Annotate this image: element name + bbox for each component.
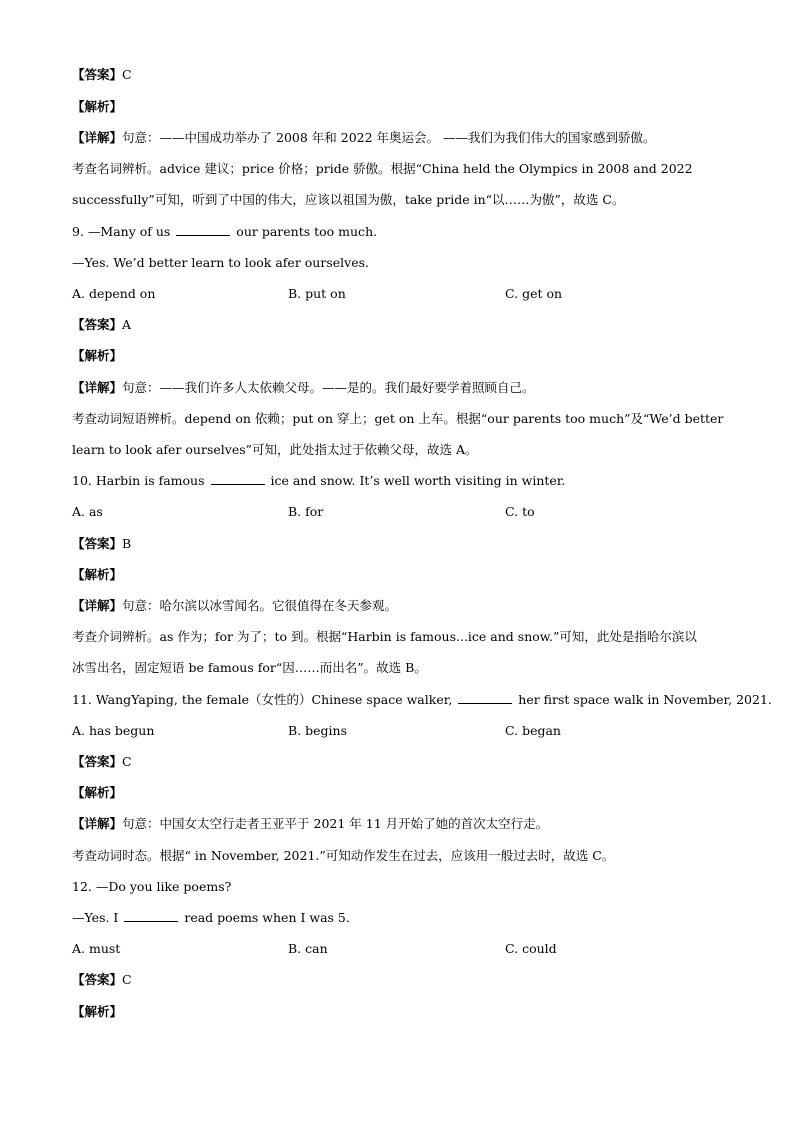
option-b: B. put on	[288, 286, 346, 301]
analysis-label: 【解析】	[72, 99, 123, 114]
detail-line	[72, 815, 548, 833]
analysis-line	[72, 98, 122, 116]
option-c: C. began	[505, 723, 561, 738]
answer-blank	[211, 473, 265, 485]
stem-text: our parents too much.	[236, 224, 378, 239]
dialogue-reply: —Yes. We’d better learn to look afer ourselves.	[72, 255, 369, 270]
detail-label: 【详解】	[72, 130, 123, 145]
detail-text: 句意：——我们许多人太依赖父母。——是的。我们最好要学着照顾自己。	[122, 380, 535, 395]
option-c: C. could	[505, 941, 557, 956]
answer-label: 【答案】	[72, 536, 123, 551]
answer-line	[72, 535, 131, 553]
answer-value: C	[122, 754, 132, 769]
answer-label: 【答案】	[72, 67, 123, 82]
answer-blank	[176, 224, 230, 236]
answer-line	[72, 971, 132, 989]
detail-text: 句意：——中国成功举办了 2008 年和 2022 年奥运会。 ——我们为我们伟大的国家感到骄傲。	[122, 130, 656, 145]
answer-value: C	[122, 67, 132, 82]
stem-text: —Yes. I	[72, 910, 119, 925]
question-stem: 12. —Do you like poems?	[72, 879, 232, 894]
detail-text: 冰雪出名，固定短语 be famous for“因……而出名”。故选 B。	[72, 660, 427, 675]
detail-text: 考查动词时态。根据“ in November, 2021.”可知动作发生在过去，应该用一般过去时，故选 C。	[72, 848, 615, 863]
detail-text: learn to look afer ourselves”可知，此处指太过于依赖父母，故选 A。	[72, 442, 478, 457]
analysis-line	[72, 566, 122, 584]
option-b: B. begins	[288, 723, 347, 738]
question-stem	[72, 691, 772, 709]
option-b: B. for	[288, 504, 324, 519]
detail-text: successfully”可知，听到了中国的伟大，应该以祖国为傲，take pride in“以……为傲”，故选 C。	[72, 192, 625, 207]
option-c: C. get on	[505, 286, 563, 301]
stem-text: 11. WangYaping, the female（女性的）Chinese space walker,	[72, 692, 453, 707]
option-a: A. depend on	[72, 286, 156, 301]
option-b: B. can	[288, 941, 328, 956]
question-stem	[72, 223, 377, 241]
detail-label: 【详解】	[72, 816, 123, 831]
answer-line	[72, 753, 132, 771]
answer-blank	[458, 692, 512, 704]
answer-blank	[124, 910, 178, 922]
detail-label: 【详解】	[72, 598, 123, 613]
detail-text: 句意：哈尔滨以冰雪闻名。它很值得在冬天参观。	[122, 598, 398, 613]
answer-value: C	[122, 972, 132, 987]
option-c: C. to	[505, 504, 535, 519]
answer-label: 【答案】	[72, 754, 123, 769]
stem-text: ice and snow. It’s well worth visiting in winter.	[270, 473, 566, 488]
analysis-label: 【解析】	[72, 348, 123, 363]
analysis-label: 【解析】	[72, 567, 123, 582]
analysis-label: 【解析】	[72, 1004, 123, 1019]
analysis-line	[72, 784, 122, 802]
stem-text: read poems when I was 5.	[184, 910, 350, 925]
detail-text: 考查名词辨析。advice 建议；price 价格；pride 骄傲。根据“China held the Olympics in 2008 and 2022	[72, 161, 693, 176]
answer-line	[72, 66, 132, 84]
detail-text: 考查动词短语辨析。depend on 依赖；put on 穿上；get on 上车。根据“our parents too much”及“We’d better	[72, 411, 724, 426]
option-a: A. must	[72, 941, 121, 956]
stem-text: her first space walk in November, 2021.	[518, 692, 772, 707]
analysis-line	[72, 347, 122, 365]
answer-label: 【答案】	[72, 972, 123, 987]
option-a: A. has begun	[72, 723, 155, 738]
detail-text: 考查介词辨析。as 作为；for 为了；to 到。根据“Harbin is famous...ice and snow.”可知，此处是指哈尔滨以	[72, 629, 697, 644]
stem-text: 10. Harbin is famous	[72, 473, 205, 488]
dialogue-reply	[72, 909, 350, 927]
detail-line	[72, 379, 535, 397]
answer-line	[72, 316, 131, 334]
analysis-line	[72, 1003, 122, 1021]
option-a: A. as	[72, 504, 103, 519]
analysis-label: 【解析】	[72, 785, 123, 800]
detail-line	[72, 129, 656, 147]
stem-text: 9. —Many of us	[72, 224, 171, 239]
answer-value: A	[122, 317, 132, 332]
answer-label: 【答案】	[72, 317, 123, 332]
question-stem	[72, 472, 565, 490]
detail-line	[72, 597, 397, 615]
detail-text: 句意：中国女太空行走者王亚平于 2021 年 11 月开始了她的首次太空行走。	[122, 816, 549, 831]
detail-label: 【详解】	[72, 380, 123, 395]
answer-value: B	[122, 536, 132, 551]
